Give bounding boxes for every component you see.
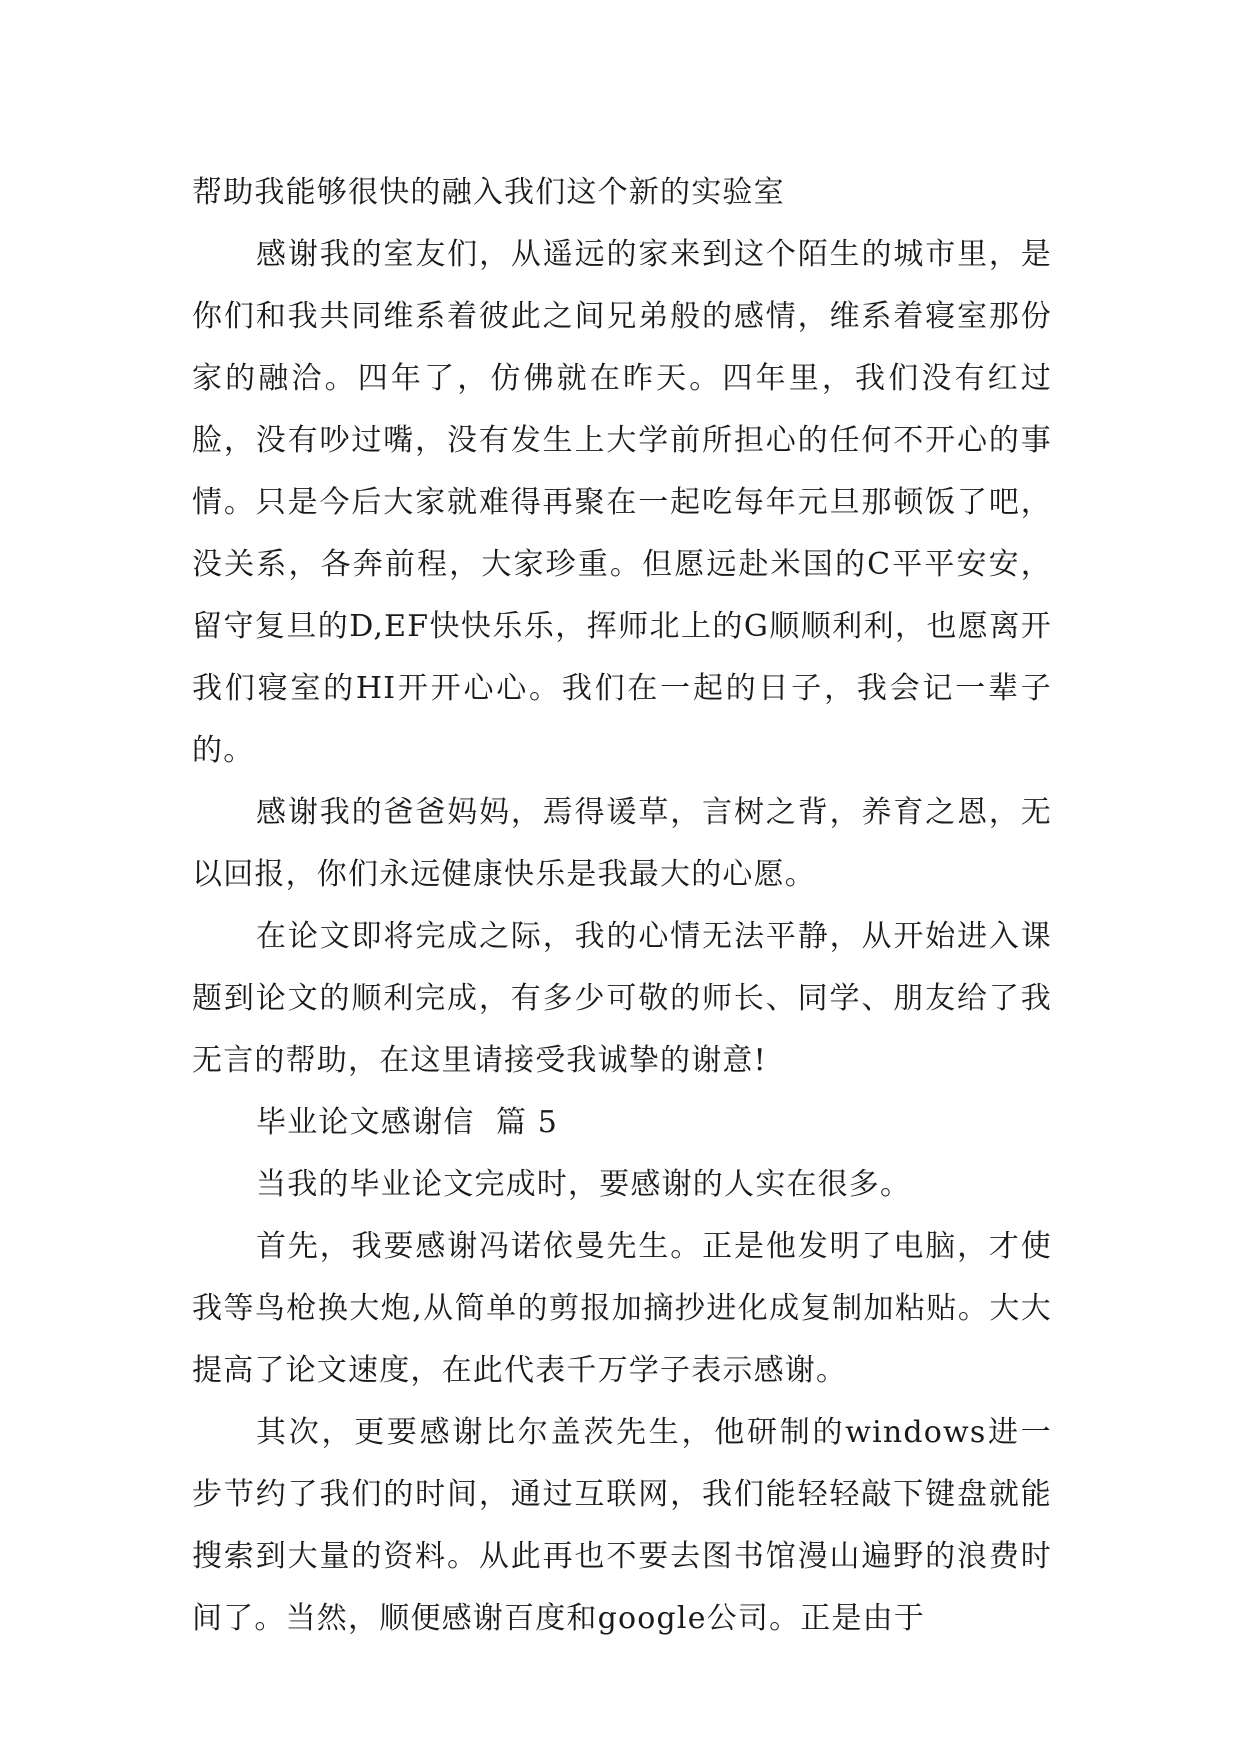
section-heading: 毕业论文感谢信 篇 5 [256,1105,559,1140]
paragraph: 当我的毕业论文完成时，要感谢的人实在很多。 [256,1167,912,1202]
paragraph: 在论文即将完成之际，我的心情无法平静，从开始进入课题到论文的顺利完成，有多少可敬的师长、同学、朋友给了我无言的帮助，在这里请接受我诚挚的谢意! [192,919,1052,1078]
document-body [192,162,1052,1650]
paragraph: 感谢我的室友们，从遥远的家来到这个陌生的城市里，是你们和我共同维系着彼此之间兄弟般的感情，维系着寝室那份家的融洽。四年了，仿佛就在昨天。四年里，我们没有红过脸，没有吵过嘴，没有发生上大学前所担心的任何不开心的事情。只是今后大家就难得再聚在一起吃每年元旦那顿饭了吧，没关系，各奔前程，大家珍重。但愿远赴米国的C平平安安，留守复旦的D,EF快快乐乐，挥师北上的G顺顺利利，也愿离开我们寝室的HI开开心心。我们在一起的日子，我会记一辈子的。 [192,237,1052,768]
paragraph: 帮助我能够很快的融入我们这个新的实验室 [192,175,785,210]
paragraph: 其次，更要感谢比尔盖茨先生，他研制的windows进一步节约了我们的时间，通过互联网，我们能轻轻敲下键盘就能搜索到大量的资料。从此再也不要去图书馆漫山遍野的浪费时间了。当然，顺便感谢百度和google公司。正是由于 [192,1415,1052,1636]
paragraph: 感谢我的爸爸妈妈，焉得谖草，言树之背，养育之恩，无以回报，你们永远健康快乐是我最大的心愿。 [192,795,1052,892]
paragraph: 首先，我要感谢冯诺依曼先生。正是他发明了电脑，才使我等鸟枪换大炮,从简单的剪报加摘抄进化成复制加粘贴。大大提高了论文速度，在此代表千万学子表示感谢。 [192,1229,1052,1388]
